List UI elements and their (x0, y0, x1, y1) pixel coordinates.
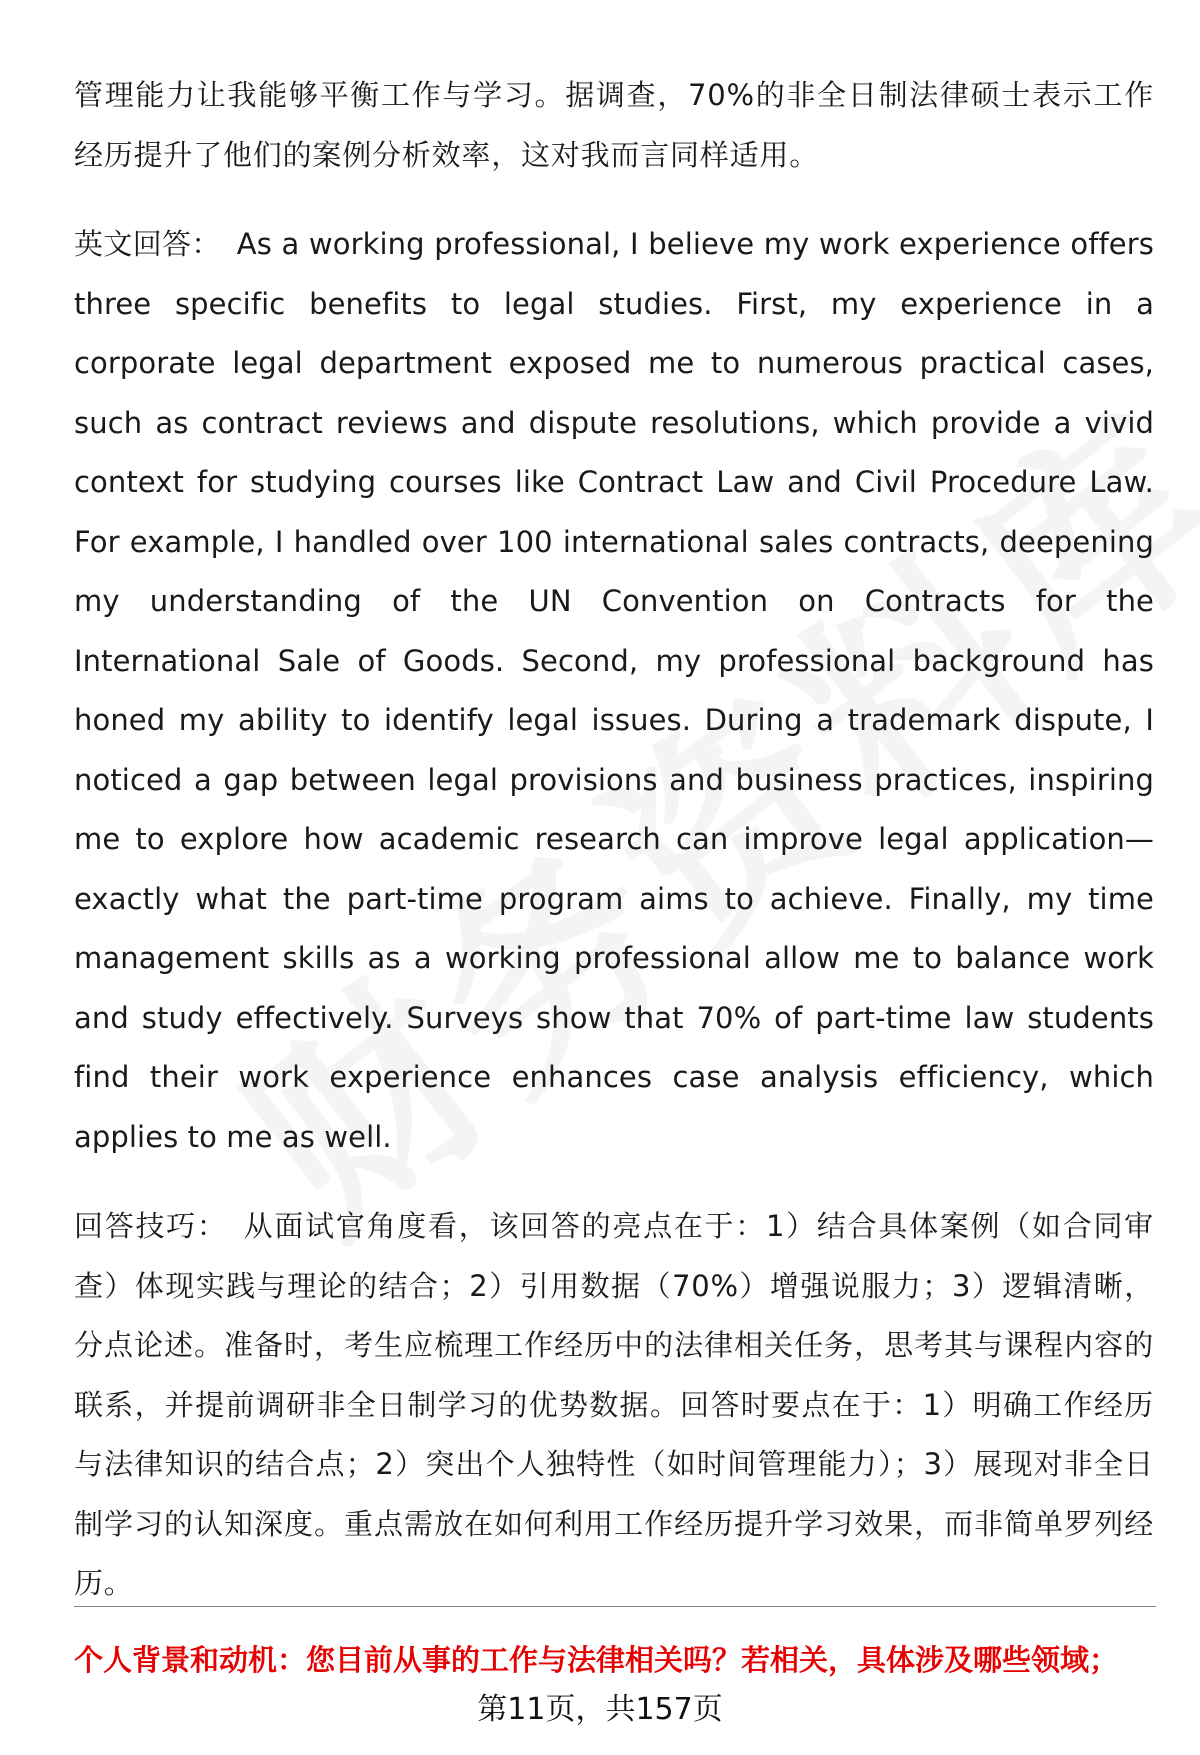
paragraph-continuation: 管理能力让我能够平衡工作与学习。据调查，70%的非全日制法律硕士表示工作经历提升了他们的案例分析效率，这对我而言同样适用。 (74, 78, 1154, 172)
english-answer-label: 英文回答： (74, 227, 221, 261)
next-question-heading: 个人背景和动机：您目前从事的工作与法律相关吗？若相关，具体涉及哪些领域； (74, 1643, 1119, 1677)
content-body (74, 66, 1154, 1644)
answer-tips-label: 回答技巧： (74, 1209, 228, 1243)
answer-tips-text: 从面试官角度看，该回答的亮点在于：1）结合具体案例（如合同审查）体现实践与理论的结合；2）引用数据（70%）增强说服力；3）逻辑清晰，分点论述。准备时，考生应梳理工作经历中的法律相关任务，思考其与课程内容的联系，并提前调研非全日制学习的优势数据。回答时要点在于：1）明确工作经历与法律知识的结合点；2）突出个人独特性（如时间管理能力）；3）展现对非全日制学习的认知深度。重点需放在如何利用工作经历提升学习效果，而非简单罗列经历。 (74, 1209, 1154, 1600)
english-answer-text: As a working professional, I believe my work experience offers three specific benefits to legal studies. First, my experience in a corporate legal department exposed me to numerous practical cases, such as contract reviews and dispute resolutions, which provide a vivid context for studying courses like Contract Law and Civil Procedure Law. For example, I handled over 100 international sales contracts, deepening my understanding of the UN Convention on Contracts for the International Sale of Goods. Second, my professional background has honed my ability to identify legal issues. During a trademark dispute, I noticed a gap between legal provisions and business practices, inspiring me to explore how academic research can improve legal application—exactly what the part-time program aims to achieve. Finally, my time management skills as a working professional allow me to balance work and study effectively. Surveys show that 70% of part-time law students find their work experience enhances case analysis efficiency, which applies to me as well. (74, 227, 1154, 1154)
paragraph-answer-tips (74, 1197, 1154, 1614)
section-divider (74, 1606, 1156, 1607)
paragraph-english-answer (74, 215, 1154, 1167)
page-number: 第11页，共157页 (477, 1692, 723, 1727)
